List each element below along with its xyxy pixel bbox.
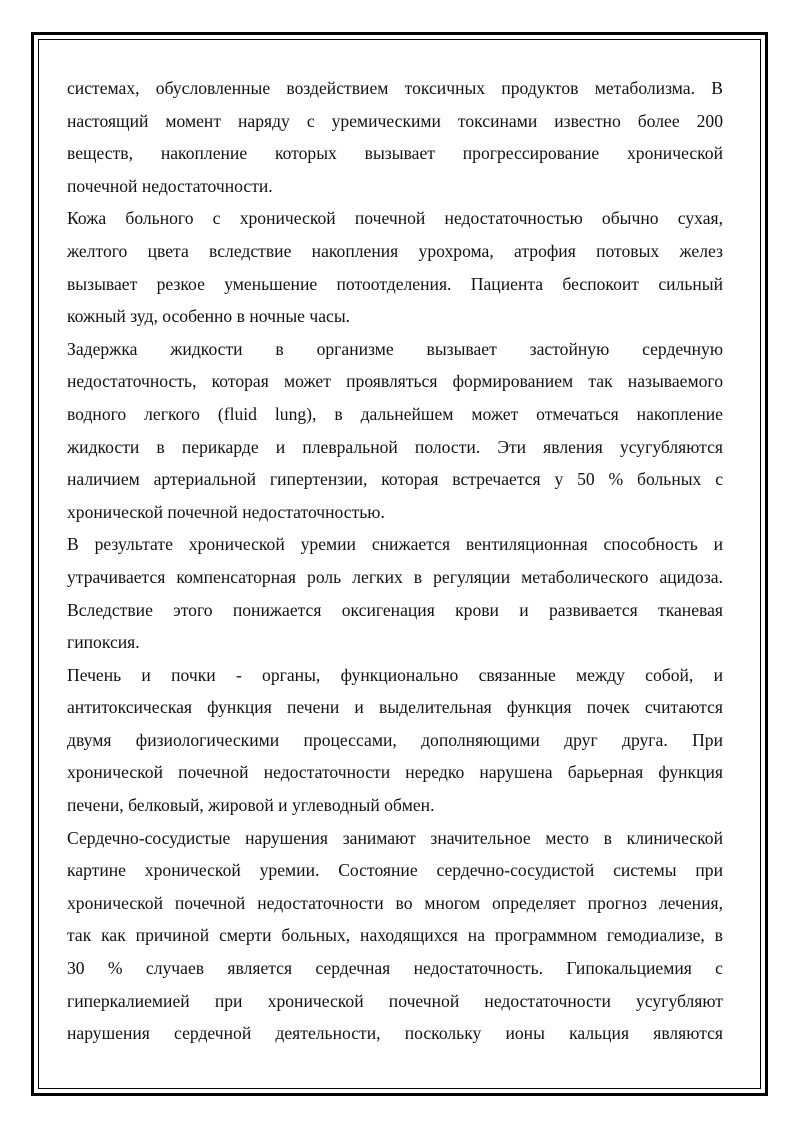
paragraph (67, 822, 723, 1050)
paragraph (67, 659, 723, 822)
paragraph (67, 202, 723, 332)
text-line: двумя физиологическими процессами, дополняющими друг друга. При (67, 729, 723, 750)
text-line: желтого цвета вследствие накопления урохрома, атрофия потовых желез (67, 240, 723, 261)
text-line: кожный зуд, особенно в ночные часы. (67, 306, 351, 327)
text-line: гиперкалиемией при хронической почечной недостаточности усугубляют (67, 990, 723, 1011)
text-line: печени, белковый, жировой и углеводный обмен. (67, 795, 435, 816)
text-line: настоящий момент наряду с уремическими токсинами известно более 200 (67, 110, 723, 131)
text-line: нарушения сердечной деятельности, поскольку ионы кальция являются (67, 1023, 723, 1044)
text-line: недостаточность, которая может проявляться формированием так называемого (67, 371, 723, 392)
text-line: картине хронической уремии. Состояние сердечно-сосудистой системы при (67, 860, 723, 881)
text-line: утрачивается компенсаторная роль легких в регуляции метаболического ацидоза. (67, 566, 723, 587)
text-line: так как причиной смерти больных, находящихся на программном гемодиализе, в (67, 925, 723, 946)
text-line: почечной недостаточности. (67, 175, 273, 196)
text-line: Кожа больного с хронической почечной недостаточностью обычно сухая, (67, 208, 723, 229)
text-line: хронической почечной недостаточности во многом определяет прогноз лечения, (67, 892, 723, 913)
text-line: Печень и почки - органы, функционально связанные между собой, и (67, 664, 723, 685)
text-line: Задержка жидкости в организме вызывает застойную сердечную (67, 338, 723, 359)
text-line: веществ, накопление которых вызывает прогрессирование хронической (67, 143, 723, 164)
document-body (67, 72, 723, 1050)
text-line: Вследствие этого понижается оксигенация крови и развивается тканевая (67, 599, 723, 620)
text-line: хронической почечной недостаточностью. (67, 501, 385, 522)
paragraph (67, 528, 723, 658)
text-line: вызывает резкое уменьшение потоотделения. Пациента беспокоит сильный (67, 273, 723, 294)
paragraph (67, 333, 723, 529)
text-line: В результате хронической уремии снижается вентиляционная способность и (67, 534, 723, 555)
text-line: Сердечно-сосудистые нарушения занимают значительное место в клинической (67, 827, 723, 848)
text-line: гипоксия. (67, 632, 140, 653)
text-line: водного легкого (fluid lung), в дальнейшем может отмечаться накопление (67, 403, 723, 424)
text-line: 30 % случаев является сердечная недостаточность. Гипокальциемия с (67, 958, 723, 979)
text-line: антитоксическая функция печени и выделительная функция почек считаются (67, 697, 723, 718)
text-line: жидкости в перикарде и плевральной полости. Эти явления усугубляются (67, 436, 723, 457)
text-line: наличием артериальной гипертензии, которая встречается у 50 % больных с (67, 469, 723, 490)
paragraph (67, 72, 723, 202)
text-line: хронической почечной недостаточности нередко нарушена барьерная функция (67, 762, 723, 783)
text-line: системах, обусловленные воздействием токсичных продуктов метаболизма. В (67, 78, 723, 98)
